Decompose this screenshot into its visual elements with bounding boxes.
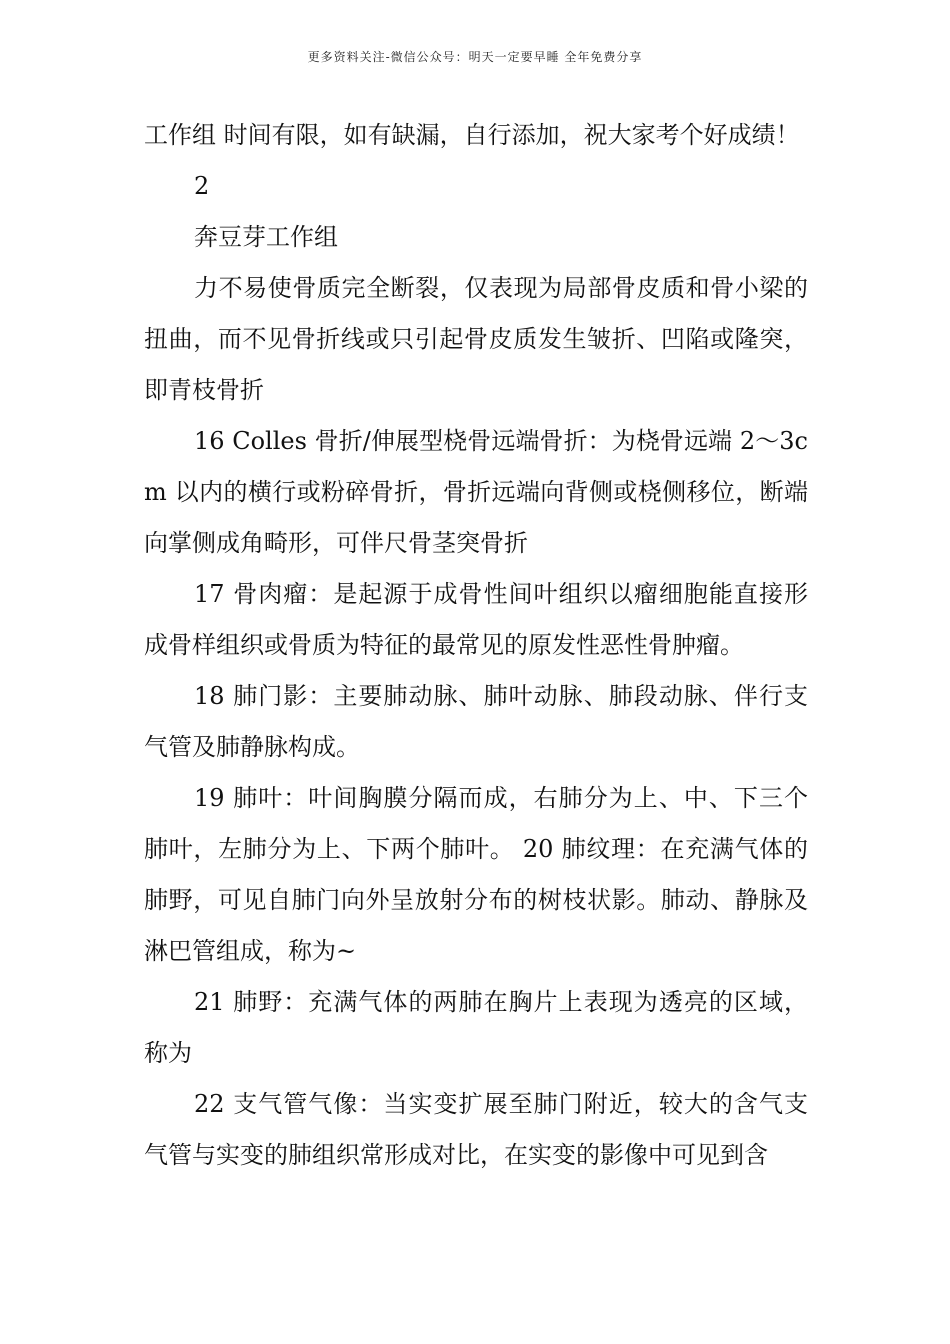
page-header: 更多资料关注-微信公众号：明天一定要早睡 全年免费分享 xyxy=(307,50,643,64)
paragraph-lung-field: 21 肺野：充满气体的两肺在胸片上表现为透亮的区域，称为 xyxy=(144,988,808,1067)
paragraph-greenstick-fracture: 力不易使骨质完全断裂，仅表现为局部骨皮质和骨小梁的扭曲，而不见骨折线或只引起骨皮质发生皱折、凹陷或隆突，即青枝骨折 xyxy=(144,274,808,404)
group-name: 奔豆芽工作组 xyxy=(194,223,338,251)
paragraph-osteosarcoma: 17 骨肉瘤：是起源于成骨性间叶组织以瘤细胞能直接形成骨样组织或骨质为特征的最常见的原发性恶性骨肿瘤。 xyxy=(144,580,808,659)
document-body xyxy=(144,110,808,1181)
paragraph-lung-lobe: 19 肺叶：叶间胸膜分隔而成，右肺分为上、中、下三个肺叶，左肺分为上、下两个肺叶。 20 肺纹理：在充满气体的肺野，可见自肺门向外呈放射分布的树枝状影。肺动、静脉及淋巴管组成，称为~ xyxy=(144,784,808,965)
paragraph-air-bronchogram: 22 支气管气像：当实变扩展至肺门附近，较大的含气支气管与实变的肺组织常形成对比，在实变的影像中可见到含 xyxy=(144,1090,808,1169)
page-number-text: 2 xyxy=(194,172,210,200)
paragraph-hilar-shadow: 18 肺门影：主要肺动脉、肺叶动脉、肺段动脉、伴行支气管及肺静脉构成。 xyxy=(144,682,808,761)
paragraph-colles-fracture: 16 Colles 骨折/伸展型桡骨远端骨折：为桡骨远端 2～3cm 以内的横行或粉碎骨折，骨折远端向背侧或桡侧移位，断端向掌侧成角畸形，可伴尺骨茎突骨折 xyxy=(144,427,808,557)
paragraph-intro: 工作组 时间有限，如有缺漏，自行添加，祝大家考个好成绩！ xyxy=(144,121,800,149)
